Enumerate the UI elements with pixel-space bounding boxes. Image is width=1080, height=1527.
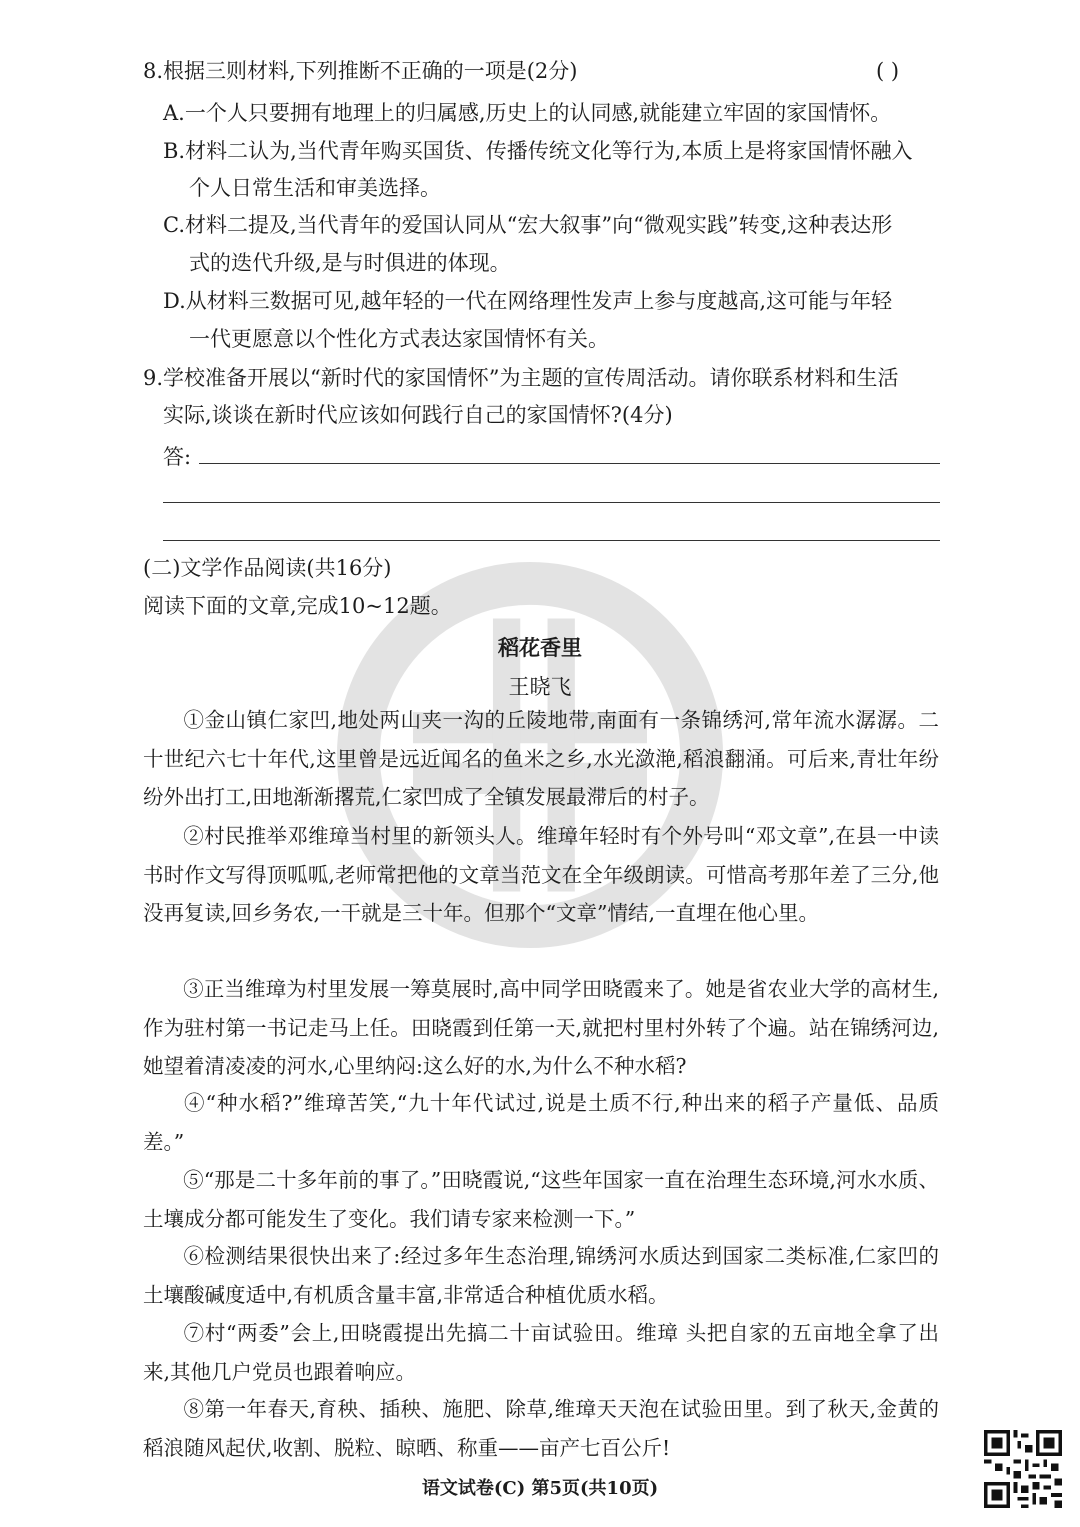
section-instruction: 阅读下面的文章,完成10~12题。 <box>143 594 452 618</box>
paragraph-text: ⑤“那是二十多年前的事了。”田晓霞说,“这些年国家一直在治理生态环境,河水水质、土壤成分都可能发生了变化。我们请专家来检测一下。” <box>143 1168 939 1231</box>
article-paragraph-2 <box>143 817 939 933</box>
article-paragraph-8 <box>143 1390 939 1467</box>
paragraph-text: ①金山镇仁家凹,地处两山夹一沟的丘陵地带,南面有一条锦绣河,常年流水潺潺。二十世纪六七十年代,这里曾是远近闻名的鱼米之乡,水光潋滟,稻浪翻涌。可后来,青壮年纷纷外出打工,田地渐渐撂荒,仁家凹成了全镇发展最滞后的村子。 <box>143 708 939 809</box>
article-paragraph-6 <box>143 1237 939 1314</box>
paragraph-text: ⑥检测结果很快出来了:经过多年生态治理,锦绣河水质达到国家二类标准,仁家凹的土壤酸碱度适中,有机质含量丰富,非常适合种植优质水稻。 <box>143 1244 939 1307</box>
paragraph-text: ⑧第一年春天,育秧、插秧、施肥、除草,维璋天天泡在试验田里。到了秋天,金黄的稻浪随风起伏,收割、脱粒、晾晒、称重——亩产七百公斤! <box>143 1397 939 1460</box>
article-paragraph-3 <box>143 970 939 1086</box>
paragraph-text: ④“种水稻?”维璋苦笑,“九十年代试过,说是土质不行,种出来的稻子产量低、品质差。” <box>143 1091 939 1154</box>
q8-answer-bracket[interactable]: ( ) <box>876 59 900 83</box>
paragraph-text: ③正当维璋为村里发展一筹莫展时,高中同学田晓霞来了。她是省农业大学的高材生,作为驻村第一书记走马上任。田晓霞到任第一天,就把村里村外转了个遍。站在锦绣河边,她望着清凌凌的河水,心里纳闷:这么好的水,为什么不种水稻? <box>143 977 939 1078</box>
q9-answer-line-3[interactable] <box>163 540 940 541</box>
q8-option-c: C.材料二提及,当代青年的爱国认同从“宏大叙事”向“微观实践”转变,这种表达形 <box>163 213 893 237</box>
section-heading: (二)文学作品阅读(共16分) <box>143 556 392 580</box>
article-paragraph-1 <box>143 701 939 817</box>
q8-option-d-cont: 一代更愿意以个性化方式表达家国情怀有关。 <box>189 327 609 351</box>
article-paragraph-7 <box>143 1314 939 1391</box>
article-title: 稻花香里 <box>498 635 582 660</box>
q9-answer-label: 答: <box>163 445 192 469</box>
q8-option-b: B.材料二认为,当代青年购买国货、传播传统文化等行为,本质上是将家国情怀融入 <box>163 139 913 163</box>
paragraph-text: ②村民推举邓维璋当村里的新领头人。维璋年轻时有个外号叫“邓文章”,在县一中读书时作文写得顶呱呱,老师常把他的文章当范文在全年级朗读。可惜高考那年差了三分,他没再复读,回乡务农,一干就是三十年。但那个“文章”情结,一直埋在他心里。 <box>143 824 939 925</box>
q9-stem-cont: 实际,谈谈在新时代应该如何践行自己的家国情怀?(4分) <box>163 403 673 427</box>
article-author: 王晓飞 <box>508 675 572 699</box>
article-paragraph-4 <box>143 1084 939 1161</box>
paragraph-text: ⑦村“两委”会上,田晓霞提出先搞二十亩试验田。维璋 头把自家的五亩地全拿了出来,其他几户党员也跟着响应。 <box>143 1321 939 1384</box>
q8-option-b-cont: 个人日常生活和审美选择。 <box>189 176 441 200</box>
q9-answer-line-1[interactable] <box>199 463 940 464</box>
q8-stem: 8.根据三则材料,下列推断不正确的一项是(2分) <box>143 59 578 83</box>
q9-stem: 9.学校准备开展以“新时代的家国情怀”为主题的宣传周活动。请你联系材料和生活 <box>143 366 899 390</box>
article-paragraph-5 <box>143 1161 939 1238</box>
q8-option-a: A.一个人只要拥有地理上的归属感,历史上的认同感,就能建立牢固的家国情怀。 <box>163 101 892 125</box>
q8-option-c-cont: 式的迭代升级,是与时俱进的体现。 <box>189 251 511 275</box>
q8-option-d: D.从材料三数据可见,越年轻的一代在网络理性发声上参与度越高,这可能与年轻 <box>163 289 893 313</box>
qr-code-icon[interactable] <box>984 1430 1062 1508</box>
q9-answer-line-2[interactable] <box>163 502 940 503</box>
page-footer: 语文试卷(C) 第5页(共10页) <box>421 1478 659 1499</box>
